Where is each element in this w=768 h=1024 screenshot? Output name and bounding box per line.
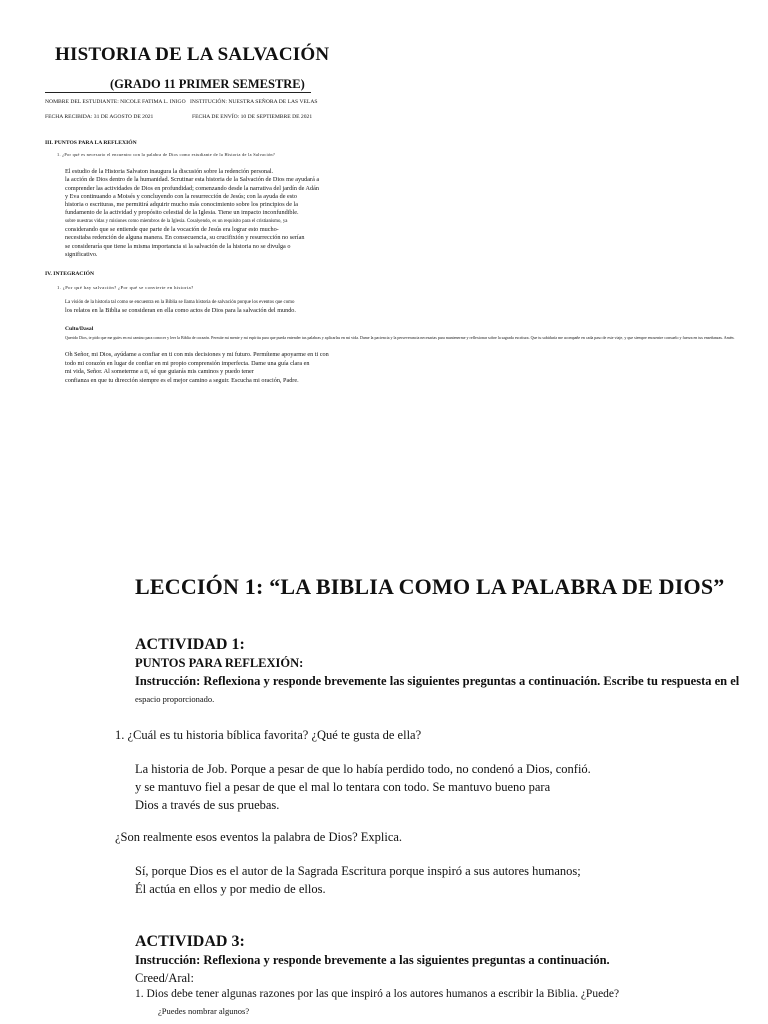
question-3: 1. Dios debe tener algunas razones por las que inspiró a los autores humanos a escribir la Biblia. ¿Puede? [135,988,620,1000]
prayer-line: Oh Señor, mi Dios, ayúdame a confiar en ti con mis decisiones y mi futuro. Permíteme apoyarme en ti con [65,351,329,358]
date-sent: FECHA DE ENVÍO: 10 DE SEPTIEMBRE DE 2021 [192,114,313,120]
question-3-cont: ¿Puedes nombrar algunos? [158,1006,250,1016]
answer-line: necesitaba redención de alguna manera. En consecuencia, su crucifixión y resurrección no serían [65,234,305,242]
lesson-title: LECCIÓN 1: “LA BIBLIA COMO LA PALABRA DE DIOS” [135,574,725,599]
answer-line: Sí, porque Dios es el autor de la Sagrada Escritura porque inspiró a sus autores humanos; [135,864,581,878]
culto-text: Querido Dios, te pido que me guíes en mi camino para conocer y leer la Biblia de corazón. Permite mi mente y mi espíritu para que pueda entender tus palabras y aplicarlas en mi vida. Dame la paciencia y la perseverancia necesarias para mantenerme y reflexionar sobre la sagrada escritura. Que tu sabiduría me acompañe en cada paso de este viaje, y que siempre encuentre consuelo y fuerza en tus enseñanzas. Amén. [65,335,735,340]
answer-1 [135,760,591,814]
date-received: FECHA RECIBIDA: 31 DE AGOSTO DE 2021 [45,114,154,120]
answer-line: y se mantuvo fiel a pesar de que el mal lo tentara con todo. Se mantuvo bueno para [135,780,551,794]
answer-2 [135,862,581,898]
reflection-points-heading: PUNTOS PARA REFLEXIÓN: [135,656,304,670]
answer-line: sobre nuestras vidas y misiones como miembros de la Iglesia. Cosalyendo, es un requisito para el cristianismo, ya [65,218,288,224]
title-divider [45,92,311,93]
answer-line: se consideraría que tiene la misma importancia si la salvación de la historia no se divulga o [65,242,291,250]
student-name: NOMBRE DEL ESTUDIANTE: NICOLE FATIMA L. INIGO [45,99,186,105]
prayer [65,351,329,385]
instruction3: Instrucción: Reflexiona y responde brevemente a las siguientes preguntas a continuación. [135,953,610,967]
section4-answer [65,298,296,315]
answer-line: La visión de la historia tal como se encuentra en la Biblia se llama historia de salvación porque los eventos que como [65,300,295,305]
answer-line: historia o escrituras, me permitirá adquirir mucho más conocimiento sobre los principios de la [65,201,299,209]
answer-line: La historia de Job. Porque a pesar de que lo había perdido todo, no condenó a Dios, confió. [135,762,591,776]
answer-line: considerando que se entiende que parte de la vocación de Jesús era lograr esto mucho- [65,226,279,234]
answer-line: Dios a través de sus pruebas. [135,798,280,812]
section4-heading: IV. INTEGRACIÓN [45,271,95,277]
credo-label: Creed/Aral: [135,971,195,985]
answer-line: la acción de Dios dentro de la humanidad. Scrutinar esta historia de la Salvación de Dios me ayudará a [65,176,320,184]
activity3-heading: ACTIVIDAD 3: [135,933,245,950]
answer-line: significativo. [65,250,98,258]
section3-question: 1. ¿Por qué es necesario el encuentro con la palabra de Dios como estudiante de la Historia de la Salvación? [57,152,276,157]
page-subtitle: (GRADO 11 PRIMER SEMESTRE) [110,77,305,91]
instruction1-cont: espacio proporcionado. [135,694,215,704]
answer-line: y Eva continuando a Moisés y concluyendo con la resurrección de Jesús; con la ayuda de esto [65,192,297,200]
instruction1: Instrucción: Reflexiona y responde brevemente las siguientes preguntas a continuación. Escribe tu respuesta en el [135,674,740,688]
answer-line: El estudio de la Historia Salvaton inaugura la discusión sobre la redención personal. [65,168,274,175]
institution: INSTITUCIÓN: NUESTRA SEÑORA DE LAS VELAS [190,99,318,105]
prayer-line: confianza en que tu dirección siempre es el mejor camino a seguir. Escucha mi oración, Padre. [65,376,299,384]
section3-heading: III. PUNTOS PARA LA REFLEXIÓN [45,140,137,146]
activity1-heading: ACTIVIDAD 1: [135,636,245,653]
section3-answer [65,168,319,259]
prayer-line: todo mi corazón en lugar de confiar en mi propio comprensión imperfecta. Dame una guía clara en [65,359,310,367]
page-title: HISTORIA DE LA SALVACIÓN [55,44,330,65]
answer-line: Él actúa en ellos y por medio de ellos. [135,882,326,896]
question-1: 1. ¿Cuál es tu historia bíblica favorita? ¿Qué te gusta de ella? [115,728,422,742]
answer-line: fundamento de la actividad y propósito celestial de la Iglesia. Tiene un impacto inconfundible. [65,209,299,217]
section4-question: 1. ¿Por qué hay salvación? ¿Por qué se convierte en historia? [57,285,194,290]
answer-line: los relatos en la Biblia se consideran en ella como actos de Dios para la salvación del mundo. [65,307,296,314]
question-2: ¿Son realmente esos eventos la palabra de Dios? Explica. [115,830,403,844]
prayer-line: mi vida, Señor. Al someterme a ti, sé que guiarás mis caminos y puedo tener [65,368,254,376]
culto-heading: Culto/Dasal [65,326,94,332]
answer-line: comprender las actividades de Dios en profundidad; comenzando desde la narrativa del jardín de Adán [65,184,319,192]
